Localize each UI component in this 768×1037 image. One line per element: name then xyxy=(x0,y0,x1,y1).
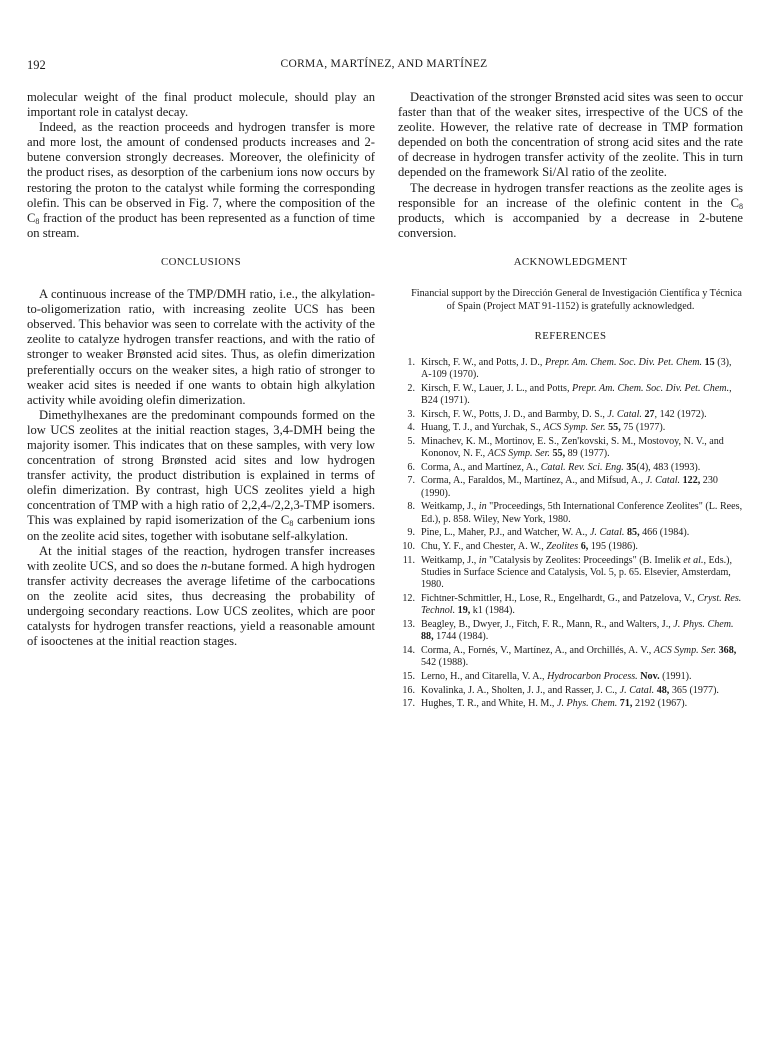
reference-text: Chu, Y. F., and Chester, A. W., Zeolites 6, 195 (1986). xyxy=(421,540,638,552)
reference-item xyxy=(398,409,743,421)
reference-number: 14. xyxy=(402,644,415,656)
body-paragraph: The decrease in hydrogen transfer reactions as the zeolite ages is responsible for an increase of the olefinic content in the $C_8$ products, which is accompanied by a decrease in 2-butene conversion. xyxy=(398,180,743,240)
body-paragraph: molecular weight of the final product molecule, should play an important role in catalyst decay. xyxy=(27,90,375,120)
reference-item xyxy=(398,357,743,382)
reference-text: Hughes, T. R., and White, H. M., J. Phys. Chem. 71, 2192 (1967). xyxy=(421,698,688,710)
reference-number: 9. xyxy=(407,527,415,539)
reference-text: Pine, L., Maher, P.J., and Watcher, W. A., J. Catal. 85, 466 (1984). xyxy=(421,527,690,539)
page-header xyxy=(27,58,741,78)
reference-text: Corma, A., and Martínez, A., Catal. Rev. Sci. Eng. 35(4), 483 (1993). xyxy=(421,461,701,473)
acknowledgment-heading: ACKNOWLEDGMENT xyxy=(513,255,628,268)
body-paragraph: Indeed, as the reaction proceeds and hydrogen transfer is more and more lost, the amount of condensed products increases and 2-butene conversion strongly decreases. Moreover, the olefinicity of the product rises, as desorption of the carbenium ions now occurs by restoring the proton to the catalyst while forming the corresponding olefin. This can be observed in Fig. 7, where the composition of the $C_8$ fraction of the product has been represented as a function of time on stream. xyxy=(27,120,375,240)
reference-text: Fichtner-Schmittler, H., Lose, R., Engelhardt, G., and Patzelova, V., Cryst. Res. Technol. 19, k1 (1984). xyxy=(421,592,742,617)
references-heading: REFERENCES xyxy=(534,330,607,343)
reference-number: 11. xyxy=(402,554,415,566)
right-column xyxy=(398,90,743,712)
reference-number: 1. xyxy=(407,356,415,368)
reference-number: 13. xyxy=(402,618,415,630)
reference-number: 5. xyxy=(407,435,415,447)
reference-text: Corma, A., Fornés, V., Martínez, A., and Orchillés, A. V., ACS Symp. Ser. 368, 542 (1988). xyxy=(421,644,737,669)
reference-text: Weitkamp, J., in "Catalysis by Zeolites: Proceedings" (B. Imelik et al., Eds.), Studies in Surface Science and Catalysis, Vol. 5, p. 65. Elsevier, Amsterdam, 1980. xyxy=(421,554,733,591)
reference-number: 12. xyxy=(402,592,415,604)
reference-text: Kirsch, F. W., and Potts, J. D., Prepr. Am. Chem. Soc. Div. Pet. Chem. 15 (3), A-109 (1970). xyxy=(421,356,732,380)
reference-item xyxy=(398,462,743,474)
reference-item xyxy=(398,541,743,553)
reference-item xyxy=(398,593,743,618)
reference-item xyxy=(398,383,743,408)
reference-item xyxy=(398,527,743,539)
reference-text: Kirsch, F. W., Lauer, J. L., and Potts, Prepr. Am. Chem. Soc. Div. Pet. Chem., B24 (1971). xyxy=(421,382,732,406)
reference-item xyxy=(398,698,743,710)
running-head: CORMA, MARTÍNEZ, AND MARTÍNEZ xyxy=(280,58,488,70)
left-column xyxy=(27,90,375,649)
reference-number: 15. xyxy=(402,670,415,682)
reference-number: 17. xyxy=(402,698,415,710)
conclusion-paragraph: A continuous increase of the TMP/DMH ratio, i.e., the alkylation-to-oligomerization ratio, with increasing zeolite UCS has been observed. This behavior was seen to correlate with the activity of the zeolite to catalyze hydrogen transfer reactions, and with the ratio of stronger to weaker Brønsted acid sites. Thus, as olefin dimerization preferentially occurs on the weaker sites, a high ratio of stronger to weaker acid sites is needed if one wants to obtain high alkylation activity while avoiding olefin dimerization. xyxy=(27,287,375,407)
reference-text: Beagley, B., Dwyer, J., Fitch, F. R., Mann, R., and Walters, J., J. Phys. Chem. 88, 1744 (1984). xyxy=(421,618,734,643)
reference-number: 2. xyxy=(407,382,415,394)
conclusions-heading: CONCLUSIONS xyxy=(161,255,241,268)
reference-item xyxy=(398,645,743,670)
reference-item xyxy=(398,475,743,500)
reference-number: 7. xyxy=(407,475,415,487)
reference-item xyxy=(398,619,743,644)
body-paragraph: Deactivation of the stronger Brønsted acid sites was seen to occur faster than that of the weaker sites, irrespective of the UCS of the zeolite. However, the relative rate of decrease in TMP formation depended on both the concentration of strong acid sites and the rate of decrease in hydrogen transfer activity of the zeolite. This in turn depended on the framework Si/Al ratio of the zeolite. xyxy=(398,90,743,180)
page-number: 192 xyxy=(27,58,46,72)
reference-text: Minachev, K. M., Mortinov, E. S., Zen'kovski, S. M., Mostovoy, N. V., and Kononov, N. F., ACS Symp. Ser. 55, 89 (1977). xyxy=(421,435,724,460)
reference-text: Huang, T. J., and Yurchak, S., ACS Symp. Ser. 55, 75 (1977). xyxy=(421,422,666,434)
reference-item xyxy=(398,671,743,683)
reference-text: Kirsch, F. W., Potts, J. D., and Barmby, D. S., J. Catal. 27, 142 (1972). xyxy=(421,408,707,420)
conclusion-paragraph: At the initial stages of the reaction, hydrogen transfer increases with zeolite UCS, and so does the n-butane formed. A high hydrogen transfer activity decreases the average lifetime of the carbocations on the zeolite acid sites, thus decreasing the probability of undergoing secondary reactions. Low UCS zeolites, which are poor catalysts for hydrogen transfer reactions, yield a reasonable amount of isooctenes at the initial reaction stages. xyxy=(27,543,375,649)
reference-item xyxy=(398,501,743,526)
reference-item xyxy=(398,436,743,461)
reference-item xyxy=(398,422,743,434)
reference-text: Kovalinka, J. A., Sholten, J. J., and Rasser, J. C., J. Catal. 48, 365 (1977). xyxy=(421,684,719,696)
reference-number: 8. xyxy=(407,501,415,513)
reference-text: Corma, A., Faraldos, M., Martínez, A., and Mifsud, A., J. Catal. 122, 230 (1990). xyxy=(421,475,718,499)
reference-number: 4. xyxy=(407,422,415,434)
reference-number: 3. xyxy=(407,408,415,420)
reference-number: 6. xyxy=(407,461,415,473)
reference-item xyxy=(398,685,743,697)
references-list xyxy=(398,357,743,711)
reference-item xyxy=(398,555,743,592)
reference-number: 16. xyxy=(402,684,415,696)
acknowledgment-text: Financial support by the Dirección General de Investigación Científica y Técnica of Spain (Project MAT 91-1152) is gratefully acknowledged. xyxy=(411,288,742,313)
reference-text: Lerno, H., and Citarella, V. A., Hydrocarbon Process. Nov. (1991). xyxy=(421,670,692,682)
reference-text: Weitkamp, J., in "Proceedings, 5th International Conference Zeolites" (L. Rees, Ed.), p. 858. Wiley, New York, 1980. xyxy=(421,501,743,525)
reference-number: 10. xyxy=(402,540,415,552)
conclusion-paragraph: Dimethylhexanes are the predominant compounds formed on the low UCS zeolites at the initial reaction stages, 3,4-DMH being the majority isomer. This indicates that on these samples, with very low concentration of strong Brønsted acid sites and low hydrogen transfer activity, the product distribution is explained in terms of olefin dimerization. By contrast, high UCS zeolites yield a high concentration of TMP with a high ratio of 2,2,4-/2,2,3-TMP isomers. This was explained by rapid isomerization of the $C_8$ carbenium ions on the zeolite acid sites, together with isobutane self-alkylation. xyxy=(27,407,375,543)
